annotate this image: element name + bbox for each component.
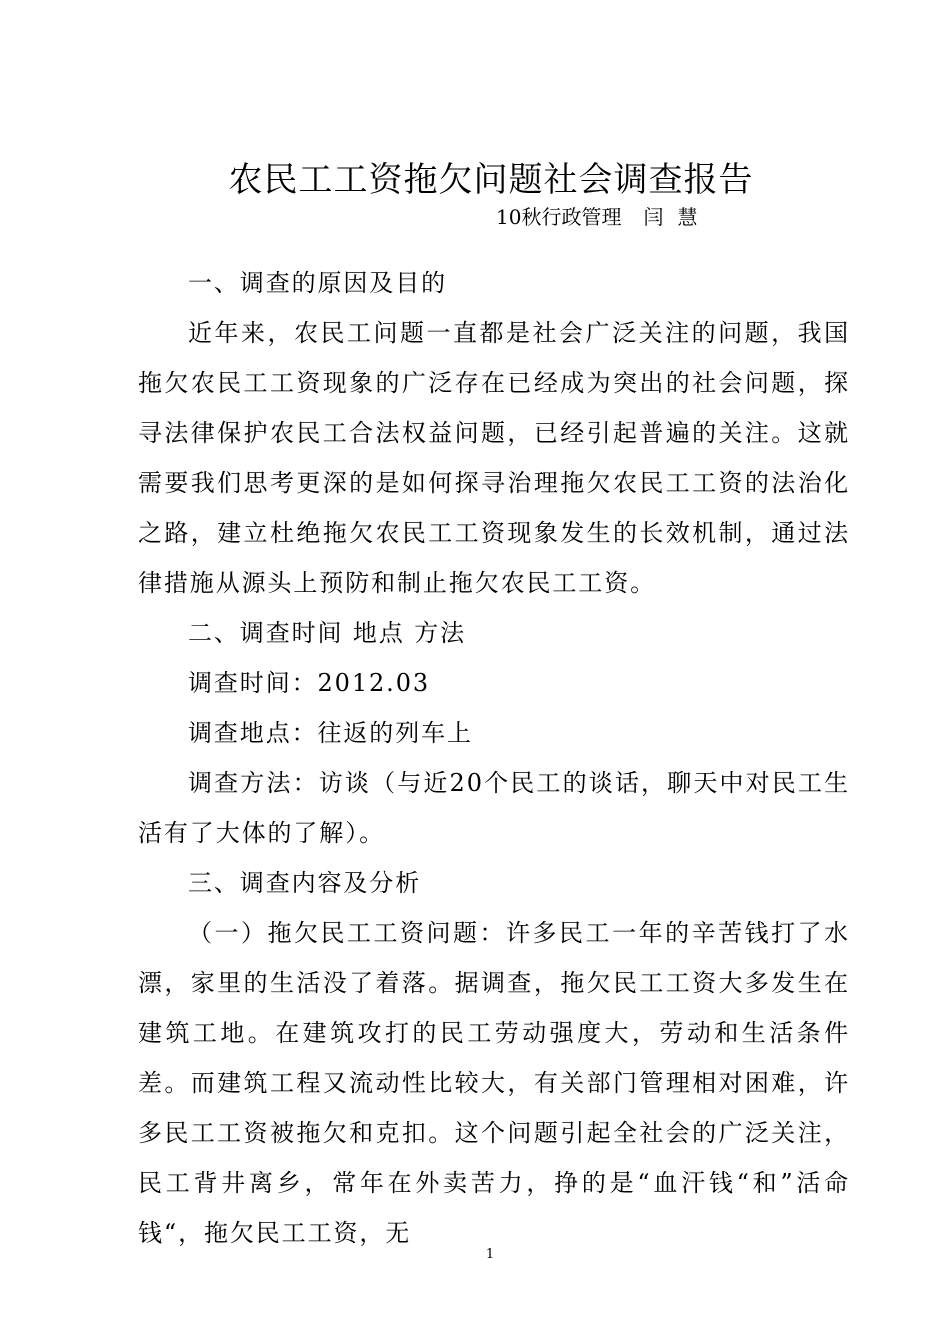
- survey-method: 调查方法：访谈（与近20个民工的谈话，聊天中对民工生活有了大体的了解）。: [138, 769, 850, 847]
- author-name: 闫慧: [643, 205, 712, 229]
- document-title: 农民工工资拖欠问题社会调查报告: [228, 160, 754, 200]
- section-heading-2: 二、调查时间 地点 方法: [188, 619, 467, 647]
- page-number: 1: [485, 1247, 495, 1262]
- survey-time: 调查时间：2012.03: [188, 669, 431, 697]
- section-3-paragraph: （一）拖欠民工工资问题：许多民工一年的辛苦钱打了水漂，家里的生活没了着落。据调查，拖欠民工工资大多发生在建筑工地。在建筑攻打的民工劳动强度大，劳动和生活条件差。而建筑工程又流动性比较大，有关部门管理相对困难，许多民工工资被拖欠和克扣。这个问题引起全社会的广泛关注，民工背井离乡，常年在外卖苦力，挣的是“血汗钱“和”活命钱“，拖欠民工工资，无: [138, 919, 850, 1247]
- author-line: [496, 203, 711, 231]
- author-class: 10秋行政管理: [496, 205, 622, 229]
- document-body: [138, 258, 850, 1258]
- section-heading-3: 三、调查内容及分析: [188, 869, 422, 897]
- section-1-paragraph: 近年来，农民工问题一直都是社会广泛关注的问题，我国拖欠农民工工资现象的广泛存在已经成为突出的社会问题，探寻法律保护农民工合法权益问题，已经引起普遍的关注。这就需要我们思考更深的是如何探寻治理拖欠农民工工资的法治化之路，建立杜绝拖欠农民工工资现象发生的长效机制，通过法律措施从源头上预防和制止拖欠农民工工资。: [138, 319, 850, 597]
- survey-place: 调查地点：往返的列车上: [188, 719, 473, 747]
- section-heading-1: 一、调查的原因及目的: [188, 269, 447, 297]
